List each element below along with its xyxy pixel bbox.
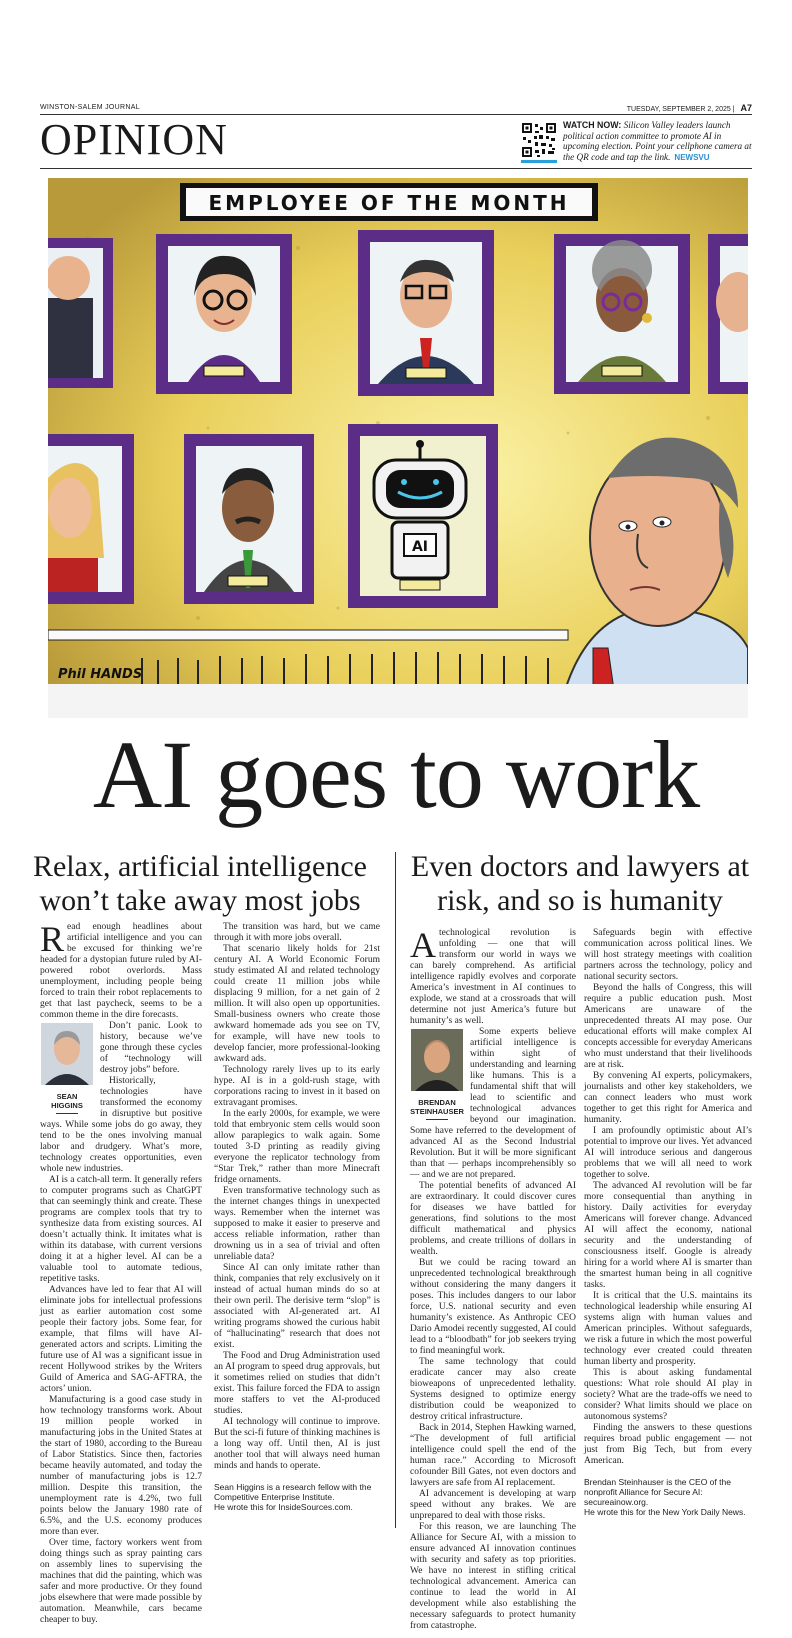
promo-lead: WATCH NOW: [563,120,622,130]
author-photo [411,1029,463,1091]
paper-name: WINSTON-SALEM JOURNAL [40,104,140,111]
portrait-frame [48,434,134,604]
date-line: TUESDAY, SEPTEMBER 2, 2025 | A7 [626,103,752,113]
portrait-frame [708,234,748,394]
paragraph: Over time, factory workers went from doing things such as spray painting cars on assembly lines to supervising the machines that did the painting, which was safer and more productive. Or they found jobs elsewhere that were made possible by automation. Meanwhile, cars became cheaper to buy. [40,1538,202,1625]
paragraph: But we could be racing toward an unprecedented technological breakthrough without considering the many dangers it poses. This includes dangers to our labor force, U.S. national security and even humanity’s existence. As Anthropic CEO Dario Amodei recently suggested, AI could lead to a “bloodbath” for job seekers trying to find meaningful work. [410,1258,576,1356]
paragraph: The advanced AI revolution will be far more consequential than anything in history. Daily activities for everyday Americans will forever change. Advanced AI will affect the economy, national security and the understanding of consciousness itself. Google is already hiring for a world where AI is smarter than the smartest human being in all cognitive tasks. [584,1181,752,1290]
robot-ai-label: AI [411,539,429,555]
paragraph: The same technology that could eradicate cancer may also create bioweapons of unprecedented lethality. Systems designed to optimize energy distribution could be weaponized to destroy critical infrastructure. [410,1357,576,1422]
paragraph: Atechnological revolution is unfolding — one that will transform our world in ways we can barely comprehend. As artificial intelligence rapidly evolves and corporate America’s investment in AI continues to explode, we stand at a crossroads that will determine not just America’s future but humanity’s as well. [410,925,576,1026]
paragraph: Safeguards begin with effective communication across political lines. We will host strategy meetings with coalition partners across the technology, policy and national security sectors. [584,928,752,982]
paragraph: Back in 2014, Stephen Hawking warned, “The development of full artificial intelligence could spell the end of the human race.” According to Microsoft cofounder Bill Gates, not even doctors and lawyers are safe from AI replacement. [410,1423,576,1488]
paragraph: This is about asking fundamental questions: What role should AI play in society? What are the trade-offs we need to consider? What limits should we place on autonomous systems? [584,1368,752,1422]
promo-body: Silicon Valley leaders launch political action committee to promote AI in upcoming election. Point your cellphone camera at the QR code and tap the link. [563,120,752,162]
newsvu-logo: NEWSVU [674,152,710,162]
paragraph: I am profoundly optimistic about AI’s potential to improve our lives. Yet advanced AI will introduce serious and dangerous problems that we will all need to work together to solve. [584,1126,752,1180]
section-title: OPINION [40,115,228,164]
masthead-bar [40,104,752,115]
paragraph: Manufacturing is a good case study in how technology transforms work. About 19 million people worked in manufacturing jobs in the United States at the start of 1980, according to the Bureau of Labor Statistics. Since then, factories became heavily automated, and today the number of manufacturing jobs is 12.7 million. Despite this transition, the unemployment rate is 4.2%, two full points below the January 1980 rate of 6.5%, and the U.S. economy produces more than ever. [40,1395,202,1537]
employee-banner [180,183,598,221]
paragraph: By convening AI experts, policymakers, journalists and other key stakeholders, we can connect leaders who must work together to get this right for America and humanity. [584,1071,752,1125]
author-mugshot [40,1023,94,1114]
left-subhead: Relax, artificial intelligence won’t take away most jobs [32,850,367,917]
paragraph: Read enough headlines about artificial intelligence and you can be excused for thinking we’re headed for a dystopian future ruled by AI-powered robot overlords. Mass unemployment, including people being forced to train their robot replacements to get that last paycheck, seems to be a common theme in the dire forecasts. [40,919,202,1020]
paragraph: The potential benefits of advanced AI are extraordinary. It could discover cures for diseases we have battled for generations, find solutions to the most difficult mathematical and physics problems, and create trillions of dollars in wealth. [410,1181,576,1257]
paragraph: Beyond the halls of Congress, this will require a public education push. Most Americans are unaware of the unprecedented threats AI may pose. Our educational efforts will make complex AI concepts accessible for everyday Americans who must understand that their livelihoods are at risk. [584,983,752,1070]
drop-cap: R [40,919,65,959]
paragraph: Finding the answers to these questions requires broad public engagement — not just from Big Tech, but from every American. [584,1423,752,1466]
masthead-rule [40,168,752,169]
editorial-cartoon [48,178,748,718]
paragraph: Technology rarely lives up to its early hype. AI is in a gold-rush stage, with corporations racing to invest in it based on extravagant promises. [214,1065,380,1108]
qr-code-icon[interactable] [521,122,557,158]
portrait-frame-robot [348,424,498,608]
paragraph: AI advancement is developing at warp speed without any brakes. We are unprepared to deal with those risks. [410,1489,576,1521]
portrait-frame [156,234,292,394]
author-bio: Sean Higgins is a research fellow with the Competitive Enterprise Institute. He wrote this for InsideSources.com. [214,1482,372,1512]
right-article-col1 [410,925,576,1631]
qr-underline [521,160,557,163]
watch-now-promo[interactable] [521,120,753,166]
banner-text: EMPLOYEE OF THE MONTH [208,191,570,215]
paragraph: Even transformative technology such as the internet changes things in unexpected ways. Remember when the internet was supposed to make it easier to preserve and access reliable information, rather than drowning us in a sea of trivial and often unreliable data? [214,1186,380,1262]
paragraph: That scenario likely holds for 21st century AI. A World Economic Forum study estimated AI and related technology could create 11 million jobs while displacing 9 million, for a net gain of 2 million. It will also open up opportunities. Small-business owners who create those awkward homemade ads you see on TV, for example, will have new tools to develop fancier, more professional-looking awkward ads. [214,944,380,1064]
drop-cap: A [410,925,436,965]
paragraph: In the early 2000s, for example, we were told that embryonic stem cells would soon allow paraplegics to walk again. Some touted 3-D printing as readily giving everyone the replicator technology from “Star Trek,” rather than more Minecraft fridge ornaments. [214,1109,380,1185]
author-photo [41,1023,93,1085]
author-mugshot [410,1029,464,1120]
promo-text [563,120,755,163]
date: TUESDAY, SEPTEMBER 2, 2025 [626,106,731,113]
left-article-col2 [214,922,380,1530]
paragraph: AI technology will continue to improve. But the sci-fi future of thinking machines is a long way off. Until then, AI is just another tool that will always need human minds and hands to operate. [214,1417,380,1471]
cartoonist-signature: Phil HANDS [58,667,143,682]
portrait-frame [358,230,494,396]
paragraph: Historically, technologies have transformed the economy in disruptive but positive ways. While some jobs do go away, they tend to be the ones involving manual labor and drudgery. What’s more, technology creates opportunities, even whole new industries. [40,1076,202,1174]
paragraph: Advances have led to fear that AI will eliminate jobs for intellectual professions just as earlier automation cost some people their factory jobs. Some fear, for example, that films will have AI-generated actors and scripts. Limiting the future use of AI was a significant issue in recent Hollywood strikes by the Writers Guild of America and SAG-AFTRA, the actors’ union. [40,1285,202,1394]
left-article-col1 [40,919,202,1625]
paragraph: The Food and Drug Administration used an AI program to speed drug approvals, but it sometimes relied on studies that didn’t exist. This failure forced the FDA to assign more staffers to vet the AI-produced studies. [214,1351,380,1416]
paragraph: For this reason, we are launching The Alliance for Secure AI, with a mission to ensure advanced AI innovation continues with security and safety as top priorities. We have no interest in stifling critical technological advancement. America can continue to lead the world in AI development while also establishing the necessary safeguards to protect humanity from catastrophe. [410,1522,576,1631]
author-name: SEAN HIGGINS [51,1092,83,1110]
portrait-frame [184,434,314,604]
page-number: A7 [740,103,752,113]
portrait-frame [554,234,690,394]
paragraph: It is critical that the U.S. maintains its technological leadership while ensuring AI systems align with human values and American principles. Without safeguards, we risk a future in which the most powerful technology ever created could threaten human liberty and prosperity. [584,1291,752,1367]
right-article-col2 [584,928,752,1528]
column-divider [395,852,396,1528]
main-headline: AI goes to work [92,721,700,828]
right-subhead: Even doctors and lawyers at risk, and so is humanity [410,850,750,917]
paragraph: Since AI can only imitate rather than think, companies that rely exclusively on it instead of actual human minds do so at their own peril. The derisive term “slop” is associated with AI-generated art. AI writing programs showed the curious habit of “hallucinating” research that does not exist. [214,1263,380,1350]
paragraph: Don’t panic. Look to history, because we’ve gone through these cycles of “technology will destroy jobs” before. [100,1021,202,1075]
paragraph: The transition was hard, but we came through it with more jobs overall. [214,922,380,943]
author-bio: Brendan Steinhauser is the CEO of the nonprofit Alliance for Secure AI: secureainow.org. He wrote this for the New York Daily News. [584,1477,746,1517]
paragraph: Some experts believe artificial intelligence is within sight of understanding and learning like humans. This is a fundamental shift that will lead to scientific and technological advances beyond our imagination. Some have referred to the development of advanced AI as the Second Industrial Revolution. But it will be more significant than that — perhaps incomprehensibly so — and we are not prepared. [410,1027,576,1180]
author-name: BRENDAN STEINHAUSER [410,1098,464,1116]
paragraph: AI is a catch-all term. It generally refers to computer programs such as ChatGPT that can seemingly think and create. These programs are complex tools that try to synthesize data from existing sources. AI doesn’t actually think. It imitates what is within its database, with current versions doing it at a higher level. AI can be a valuable tool to automate tedious, repetitive tasks. [40,1175,202,1284]
portrait-frame [48,238,113,388]
